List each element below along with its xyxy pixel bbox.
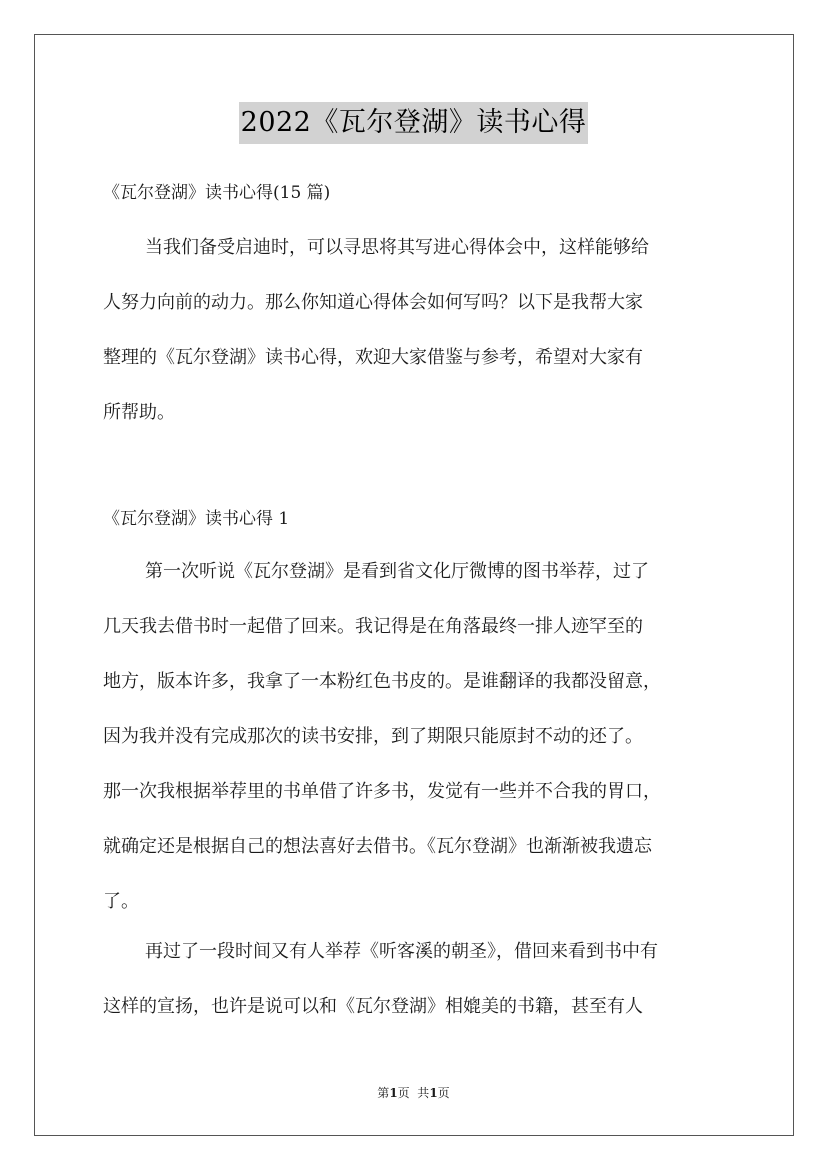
para1-line-1: 第一次听说《瓦尔登湖》是看到省文化厅微博的图书举荐，过了 [145,561,649,582]
footer-suffix: 页 [437,1086,450,1100]
intro-line-3: 整理的《瓦尔登湖》读书心得，欢迎大家借鉴与参考，希望对大家有 [103,347,643,368]
para1-line-6: 就确定还是根据自己的想法喜好去借书。《瓦尔登湖》也渐渐被我遗忘 [103,836,652,857]
document-title: 2022《瓦尔登湖》读书心得 [239,102,589,144]
footer-prefix: 第 [377,1086,390,1100]
footer-page-total: 1 [429,1086,438,1100]
intro-line-1: 当我们备受启迪时，可以寻思将其写进心得体会中，这样能够给 [145,237,649,258]
section-heading: 《瓦尔登湖》读书心得 1 [103,509,290,529]
intro-line-4: 所帮助。 [103,402,175,423]
para1-line-4: 因为我并没有完成那次的读书安排，到了期限只能原封不动的还了。 [103,726,643,747]
page-footer [0,1084,827,1101]
para2-line-1: 再过了一段时间又有人举荐《听客溪的朝圣》，借回来看到书中有 [145,941,658,962]
intro-line-2: 人努力向前的动力。那么你知道心得体会如何写吗？以下是我帮大家 [103,292,643,313]
title-container [0,102,827,144]
footer-page-number: 1 [389,1086,398,1100]
para1-line-7: 了。 [103,891,139,912]
para1-line-5: 那一次我根据举荐里的书单借了许多书，发觉有一些并不合我的胃口， [103,781,661,802]
para1-line-2: 几天我去借书时一起借了回来。我记得是在角落最终一排人迹罕至的 [103,616,643,637]
para1-line-3: 地方，版本许多，我拿了一本粉红色书皮的。是谁翻译的我都没留意， [103,671,661,692]
document-subtitle: 《瓦尔登湖》读书心得(15 篇) [103,183,331,203]
para2-line-2: 这样的宣扬，也许是说可以和《瓦尔登湖》相媲美的书籍，甚至有人 [103,996,643,1017]
footer-mid: 页 共 [397,1086,430,1100]
